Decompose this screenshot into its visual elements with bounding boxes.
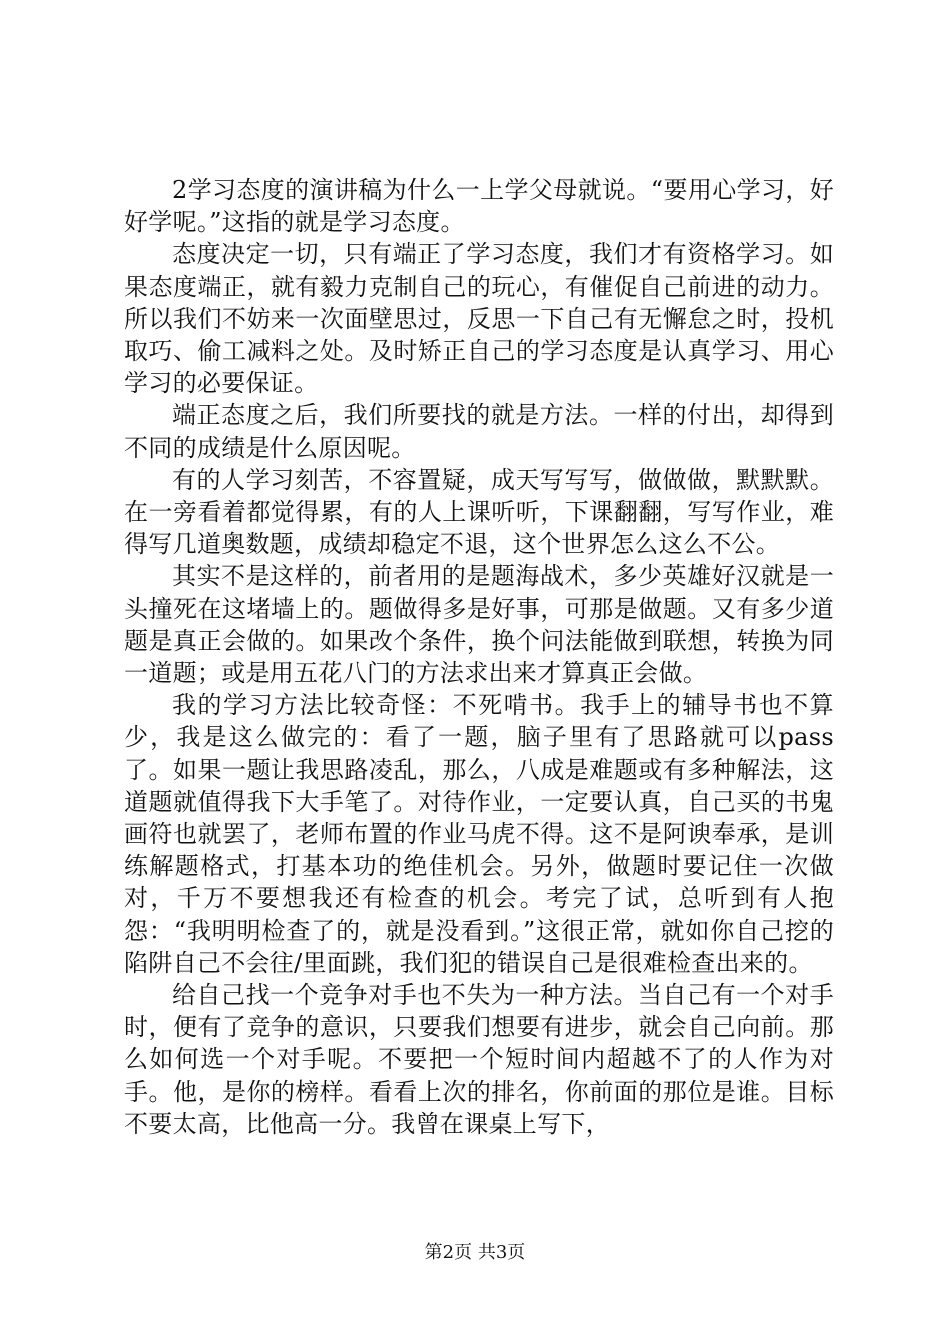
paragraph: 给自己找一个竞争对手也不失为一种方法。当自己有一个对手时，便有了竞争的意识，只要我们想要有进步，就会自己向前。那么如何选一个对手呢。不要把一个短时间内超越不了的人作为对手。他，是你的榜样。看看上次的排名，你前面的那位是谁。目标不要太高，比他高一分。我曾在课桌上写下， [124, 981, 834, 1138]
page-footer: 第2页 共3页 [424, 1242, 526, 1263]
paragraph: 有的人学习刻苦，不容置疑，成天写写写，做做做，默默默。在一旁看着都觉得累，有的人上课听听，下课翻翻，写写作业，难得写几道奥数题，成绩却稳定不退，这个世界怎么这么不公。 [124, 465, 834, 559]
paragraph: 2学习态度的演讲稿为什么一上学父母就说。“要用心学习，好好学呢。”这指的就是学习态度。 [124, 176, 834, 237]
paragraph: 其实不是这样的，前者用的是题海战术，多少英雄好汉就是一头撞死在这堵墙上的。题做得多是好事，可那是做题。又有多少道题是真正会做的。如果改个条件，换个问法能做到联想，转换为同一道题；或是用五花八门的方法求出来才算真正会做。 [124, 562, 834, 688]
paragraph: 我的学习方法比较奇怪：不死啃书。我手上的辅导书也不算少，我是这么做完的：看了一题，脑子里有了思路就可以pass了。如果一题让我思路凌乱，那么，八成是难题或有多种解法，这道题就值得我下大手笔了。对待作业，一定要认真，自己买的书鬼画符也就罢了，老师布置的作业马虎不得。这不是阿谀奉承，是训练解题格式，打基本功的绝佳机会。另外，做题时要记住一次做对，千万不要想我还有检查的机会。考完了试，总听到有人抱怨：“我明明检查了的，就是没看到。”这很正常，就如你自己挖的陷阱自己不会往/里面跳，我们犯的错误自己是很难检查出来的。 [124, 691, 834, 977]
document-body [124, 174, 834, 1140]
paragraph: 态度决定一切，只有端正了学习态度，我们才有资格学习。如果态度端正，就有毅力克制自己的玩心，有催促自己前进的动力。所以我们不妨来一次面壁思过，反思一下自己有无懈怠之时，投机取巧、偷工减料之处。及时矫正自己的学习态度是认真学习、用心学习的必要保证。 [124, 240, 834, 398]
paragraph: 端正态度之后，我们所要找的就是方法。一样的付出，却得到不同的成绩是什么原因呢。 [124, 401, 834, 462]
